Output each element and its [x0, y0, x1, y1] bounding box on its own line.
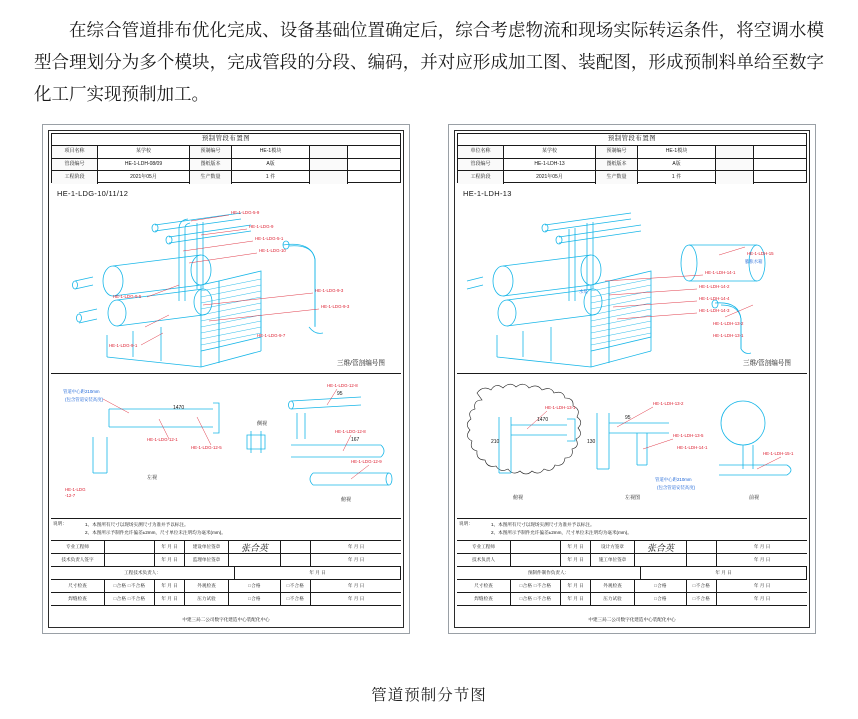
sig-label: 技术负责人: [457, 554, 511, 567]
iso-label: HE-1-LDH-15: [747, 251, 774, 256]
drawing-number-left: HE-1-LDG-10/11/12: [57, 189, 129, 198]
drawing-left: [42, 124, 410, 634]
tb-label: 管段编号: [458, 159, 504, 172]
note-item: 1、本图所有尺寸以现场实测尺寸为准并予以标注。: [491, 522, 595, 527]
view-title: 俯视: [341, 497, 352, 503]
sig-date: 年 月 日: [717, 541, 807, 554]
insp-date: 年 月 日: [155, 593, 185, 606]
isometric-svg-left: [51, 185, 401, 373]
iso-label: HE-1-LDH-14-4: [699, 296, 730, 301]
detail-label: HE-1-LDH-13-1: [545, 405, 576, 410]
iso-label: HE-1-LDG-10: [259, 248, 286, 253]
sig-label: 建设单位签章: [185, 541, 229, 554]
insp-label: 焊缝检查: [457, 593, 511, 606]
tb-label: 生产数量: [190, 171, 232, 184]
iso-label: HE-1-LDG-9: [249, 224, 274, 229]
tb-value: HE-1-LDH-13: [504, 159, 596, 172]
tb-value: [348, 159, 400, 172]
title-block-grid-right: [458, 146, 806, 184]
detail-label: HE-1-LDH-14-1: [677, 445, 708, 450]
insp-date: 年 月 日: [717, 593, 807, 606]
insp-date: 年 月 日: [155, 580, 185, 593]
sig-date: 年 月 日: [235, 567, 401, 580]
insp-label: 尺寸检查: [457, 580, 511, 593]
view-title: 前视: [749, 495, 760, 501]
signature-grid-wide: [51, 566, 401, 580]
detail-svg-right: [457, 373, 807, 518]
dim-text: 167: [351, 437, 360, 443]
note-item: 1、本图所有尺寸以现场实测尺寸为准并予以标注。: [85, 522, 189, 527]
iso-label: HE-1-LDG-9-3: [321, 304, 350, 309]
figure-caption: 管道预制分节图: [371, 687, 487, 704]
drawing-number-right: HE-1-LDH-13: [463, 189, 512, 198]
iso-label: HE-1-LDG-5-1: [255, 236, 284, 241]
tb-value: HE-1模块: [232, 146, 310, 159]
insp-date: 年 月 日: [311, 580, 401, 593]
tb-value: A版: [638, 159, 716, 172]
insp-label: 外观检查: [591, 580, 635, 593]
tb-label: [310, 171, 348, 184]
notes-body: [491, 521, 803, 536]
isometric-view-left: [51, 185, 401, 374]
sig-label: 专业工程师: [457, 541, 511, 554]
tank-label: 膨胀水箱: [745, 259, 763, 264]
sig-value[interactable]: [281, 541, 311, 554]
sig-label: 技术负责人签字: [51, 554, 105, 567]
tb-value: [754, 171, 806, 184]
tb-label: 单位名称: [458, 146, 504, 159]
detail-label: HE-1-LDH-15-1: [763, 451, 794, 456]
detail-note-1: 管道中心距210mm: [655, 477, 692, 482]
insp-label: 压力试验: [185, 593, 229, 606]
notes-heading: 说明：: [53, 521, 67, 526]
dim-text: 95: [337, 391, 343, 397]
detail-label: HE-1-LDG-12-9: [351, 459, 382, 464]
insp-checkbox[interactable]: □合格: [635, 593, 687, 606]
tb-label: 项目名称: [52, 146, 98, 159]
tb-value: 某学校: [98, 146, 190, 159]
note-item: 2、本图所示予制件允许偏差±2mm，尺寸单位未注明均为毫米(mm)。: [85, 529, 226, 535]
tb-value: 1 件: [232, 171, 310, 184]
signature-grid: [51, 540, 401, 567]
notes-heading: 说明：: [459, 521, 473, 526]
detail-label: HE-1-LDG-12-1: [147, 437, 178, 442]
title-block-grid-left: [52, 146, 400, 184]
tb-value: [348, 171, 400, 184]
dim-text: 210: [491, 439, 500, 445]
tb-label: 工程阶段: [52, 171, 98, 184]
view-title: 左视图: [625, 495, 641, 501]
drawings-row: [0, 124, 858, 634]
tb-label: [310, 159, 348, 172]
title-block-left: [51, 133, 401, 183]
insp-label: 尺寸检查: [51, 580, 105, 593]
detail-label: HE-1-LDH-13-5: [673, 433, 704, 438]
sig-label: 监理单位签章: [185, 554, 229, 567]
inspection-grid: [457, 579, 807, 606]
insp-checkbox[interactable]: □合格: [229, 580, 281, 593]
tb-label: [716, 159, 754, 172]
insp-checkbox[interactable]: □不合格: [687, 580, 717, 593]
tb-value: [348, 146, 400, 159]
tb-label: 预制编号: [596, 146, 638, 159]
sig-value[interactable]: [105, 541, 155, 554]
detail-label: HE-1-LDG-12-5: [191, 445, 222, 450]
sig-label: 施工单位签章: [591, 554, 635, 567]
insp-date: 年 月 日: [717, 580, 807, 593]
tb-value: A版: [232, 159, 310, 172]
iso-label: HE-1-LDH-13-1: [713, 333, 744, 338]
iso-caption-right: 三维/管剖编号图: [743, 360, 791, 367]
signature-mark: 张合英: [635, 541, 687, 554]
tb-value: [754, 146, 806, 159]
inspection-grid: [51, 579, 401, 606]
tb-value: HE-1模块: [638, 146, 716, 159]
tb-value: 2021年05月: [504, 171, 596, 184]
notes-and-signatures-right: [457, 518, 807, 625]
dim-text: 1470: [173, 405, 185, 411]
sig-date: 年 月 日: [561, 541, 591, 554]
detail-label: HE-1-LDG-12-8: [327, 383, 358, 388]
detail-note-2: (包含管道安装高度): [65, 397, 104, 402]
dim-text: 1470: [537, 417, 549, 423]
tb-label: [716, 171, 754, 184]
insp-checkbox[interactable]: □不合格: [687, 593, 717, 606]
sig-value[interactable]: [511, 541, 561, 554]
tb-label: 图纸版本: [190, 159, 232, 172]
signature-mark: 张合英: [229, 541, 281, 554]
insp-label: 焊缝检查: [51, 593, 105, 606]
sig-label: 预制件制作负责人：: [457, 567, 641, 580]
drawing-right: [448, 124, 816, 634]
tb-label: [310, 146, 348, 159]
note-item: 2、本图所示予制件允许偏差±2mm，尺寸单位未注明均为毫米(mm)。: [491, 529, 632, 535]
tb-label: 生产数量: [596, 171, 638, 184]
iso-label: HE-1-LDH-14-2: [699, 284, 730, 289]
view-title: 俯视: [513, 495, 524, 501]
detail-label: -12-7: [65, 493, 76, 498]
tb-value: 2021年05月: [98, 171, 190, 184]
sig-date: 年 月 日: [155, 554, 185, 567]
title-block-right: [457, 133, 807, 183]
detail-svg-left: [51, 373, 401, 518]
dim-text: 95: [625, 415, 631, 421]
sig-date: 年 月 日: [717, 554, 807, 567]
sig-date: 年 月 日: [561, 554, 591, 567]
signature-grid-wide: [457, 566, 807, 580]
detail-label: HE-1-LDG: [65, 487, 86, 492]
sig-value[interactable]: [687, 541, 717, 554]
view-title: 左视: [147, 475, 158, 481]
tb-value: 某学校: [504, 146, 596, 159]
iso-label: HE-1-LDG-9-3: [315, 288, 344, 293]
tb-label: 图纸版本: [596, 159, 638, 172]
iso-label: HE-1-LDH-14-1: [705, 270, 736, 275]
signature-grid: [457, 540, 807, 567]
detail-label: HE-1-LDG-12-8: [335, 429, 366, 434]
iso-label: HE-1-LDH-14-3: [699, 308, 730, 313]
intro-paragraph-block: [0, 0, 858, 110]
iso-label: HE-1-LDG-9-1: [109, 343, 138, 348]
drawing-footer-left: 中建三局二公司数字化建造中心装配化中心: [182, 617, 270, 622]
tb-value: HE-1-LDH-08/09: [98, 159, 190, 172]
insp-label: 外观检查: [185, 580, 229, 593]
insp-date: 年 月 日: [561, 580, 591, 593]
detail-note-1: 管道中心距210mm: [63, 389, 100, 394]
detail-note-2: (包含管道安装高度): [657, 485, 696, 490]
iso-caption-left: 三维/管剖编号图: [337, 360, 385, 367]
insp-checkbox[interactable]: □合格 □不合格: [105, 580, 155, 593]
iso-label: HE-1-LDG-9-7: [257, 333, 286, 338]
isometric-view-right: [457, 185, 807, 374]
drawing-footer-right: 中建三局二公司数字化建造中心装配化中心: [588, 617, 676, 622]
notes-and-signatures-left: [51, 518, 401, 625]
tb-label: 预制编号: [190, 146, 232, 159]
view-title: 侧视: [257, 421, 268, 427]
sig-label: 设计方签章: [591, 541, 635, 554]
sig-label: 专业工程师: [51, 541, 105, 554]
dim-text: 130: [587, 439, 596, 445]
insp-label: 压力试验: [591, 593, 635, 606]
insp-date: 年 月 日: [311, 593, 401, 606]
insp-checkbox[interactable]: □合格 □不合格: [511, 593, 561, 606]
pipe-label: 水泵: [579, 289, 588, 294]
iso-label: HE-1-LDG-9-5: [113, 294, 142, 299]
tb-label: [716, 146, 754, 159]
sig-date: 年 月 日: [311, 554, 401, 567]
insp-checkbox[interactable]: □合格 □不合格: [105, 593, 155, 606]
tb-label: 管段编号: [52, 159, 98, 172]
sig-label: 工程技术负责人：: [51, 567, 235, 580]
iso-label: HE-1-LDH-13-2: [713, 321, 744, 326]
notes-body: [85, 521, 397, 536]
insp-checkbox[interactable]: □合格: [229, 593, 281, 606]
detail-views-right: [457, 373, 807, 519]
detail-views-left: [51, 373, 401, 519]
title-block-heading-left: 预制管段布置图: [52, 134, 400, 146]
iso-label: HE-1-LDG-5-9: [231, 210, 260, 215]
title-block-heading-right: 预制管段布置图: [458, 134, 806, 146]
insp-checkbox[interactable]: □不合格: [281, 593, 311, 606]
isometric-svg-right: [457, 185, 807, 373]
insp-date: 年 月 日: [561, 593, 591, 606]
sig-date: 年 月 日: [155, 541, 185, 554]
insp-checkbox[interactable]: □合格: [635, 580, 687, 593]
detail-label: HE-1-LDH-13-2: [653, 401, 684, 406]
sig-date: 年 月 日: [311, 541, 401, 554]
insp-checkbox[interactable]: □不合格: [281, 580, 311, 593]
tb-value: 1 件: [638, 171, 716, 184]
sig-date: 年 月 日: [641, 567, 807, 580]
insp-checkbox[interactable]: □合格 □不合格: [511, 580, 561, 593]
intro-paragraph: 在综合管道排布优化完成、设备基础位置确定后，综合考虑物流和现场实际转运条件，将空调水模型合理划分为多个模块，完成管段的分段、编码，并对应形成加工图、装配图，形成预制料单给至数字化工厂实现预制加工。: [34, 20, 824, 104]
tb-value: [754, 159, 806, 172]
tb-label: 工程阶段: [458, 171, 504, 184]
